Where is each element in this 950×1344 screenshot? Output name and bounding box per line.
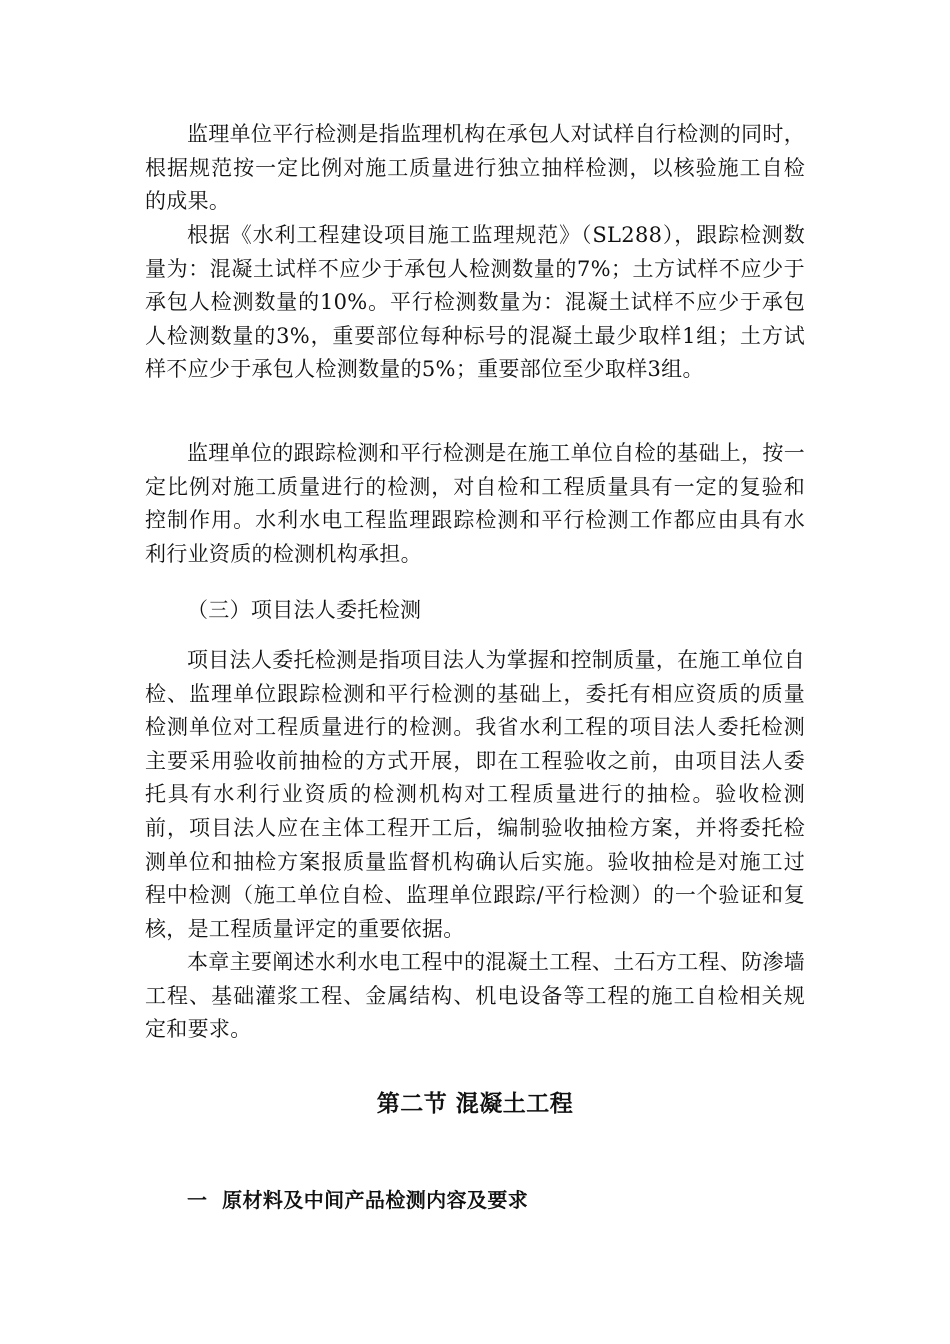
paragraph-testing-quantity: 根据《水利工程建设项目施工监理规范》（SL288），跟踪检测数量为：混凝土试样不应少于承包人检测数量的7%；土方试样不应少于承包人检测数量的10%。平行检测数量为：混凝土试样不应少于承包人检测数量的3%，重要部位每种标号的混凝土最少取样1组；土方试样不应少于承包人检测数量的5%；重要部位至少取样3组。 xyxy=(145,223,805,382)
section-title: 第二节 混凝土工程 xyxy=(376,1091,574,1117)
paragraph-supervision-role: 监理单位的跟踪检测和平行检测是在施工单位自检的基础上，按一定比例对施工质量进行的检测，对自检和工程质量具有一定的复验和控制作用。水利水电工程监理跟踪检测和平行检测工作都应由具有水利行业资质的检测机构承担。 xyxy=(145,441,805,566)
heading-raw-materials: 一 原材料及中间产品检测内容及要求 xyxy=(187,1188,529,1212)
paragraph-parallel-testing: 监理单位平行检测是指监理机构在承包人对试样自行检测的同时，根据规范按一定比例对施工质量进行独立抽样检测，以核验施工自检的成果。 xyxy=(145,122,805,214)
paragraph-owner-commissioned-testing: 项目法人委托检测是指项目法人为掌握和控制质量，在施工单位自检、监理单位跟踪检测和平行检测的基础上，委托有相应资质的质量检测单位对工程质量进行的检测。我省水利工程的项目法人委托检测主要采用验收前抽检的方式开展，即在工程验收之前，由项目法人委托具有水利行业资质的检测机构对工程质量进行的抽检。验收检测前，项目法人应在主体工程开工后，编制验收抽检方案，并将委托检测单位和抽检方案报质量监督机构确认后实施。验收抽检是对施工过程中检测（施工单位自检、监理单位跟踪/平行检测）的一个验证和复核，是工程质量评定的重要依据。 xyxy=(145,648,805,941)
paragraph-chapter-summary: 本章主要阐述水利水电工程中的混凝土工程、土石方工程、防渗墙工程、基础灌浆工程、金属结构、机电设备等工程的施工自检相关规定和要求。 xyxy=(145,950,805,1042)
subheading-owner-commissioned-testing: （三）项目法人委托检测 xyxy=(187,598,422,622)
